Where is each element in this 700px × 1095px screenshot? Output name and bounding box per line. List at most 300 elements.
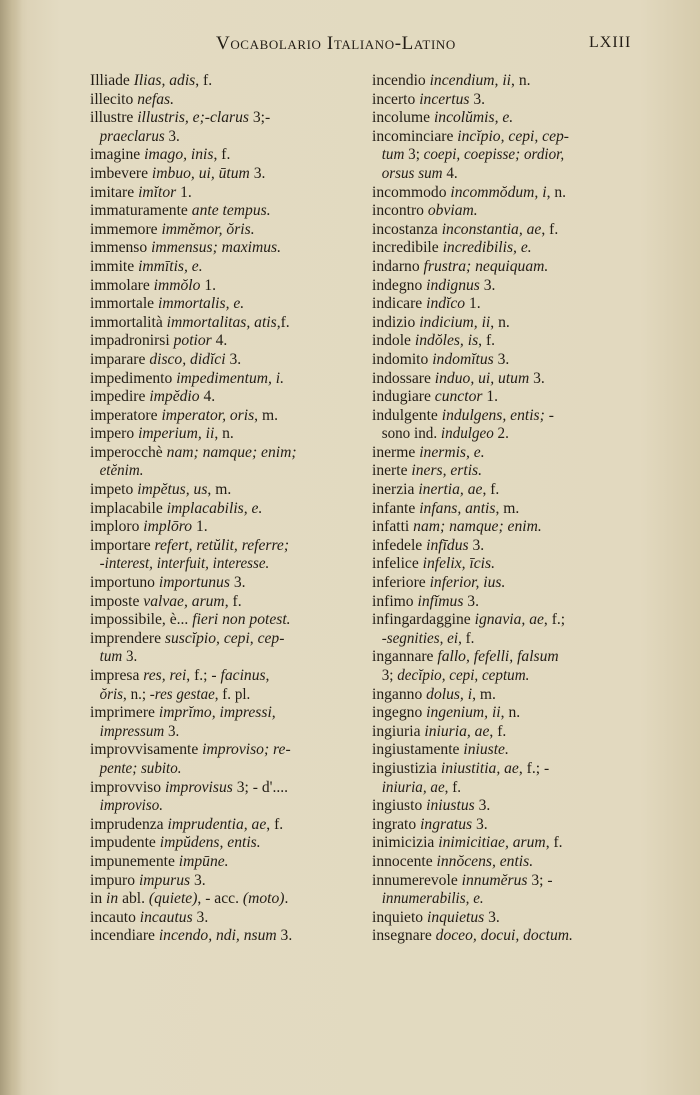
dictionary-line (90, 407, 368, 426)
italian-text: immaturamente (90, 202, 192, 220)
dictionary-line (372, 370, 692, 389)
latin-text: indulgens, entis; (441, 406, 545, 424)
latin-text: fieri non potest. (192, 611, 291, 629)
italian-text: 3. (276, 927, 293, 945)
italian-text: indugiare (372, 388, 435, 406)
italian-text: , f. (545, 834, 563, 852)
italian-text: indizio (372, 313, 420, 331)
dictionary-line (372, 853, 692, 872)
latin-text: improviso. (99, 797, 163, 815)
dictionary-line (372, 890, 682, 909)
latin-text: -segnities, ei (381, 629, 459, 647)
latin-text: improviso; re- (202, 741, 291, 759)
dictionary-line (90, 611, 368, 630)
latin-text: nam; namque; enim; (166, 443, 297, 461)
dictionary-line (90, 518, 368, 537)
latin-text: iners, ertis. (411, 462, 483, 480)
latin-text: incendo, ndi, nsum (158, 927, 277, 945)
italian-text: incendio (372, 72, 430, 89)
italian-text: 3;- (248, 109, 271, 127)
italian-text: immemore (90, 220, 162, 238)
italian-text: 3. (469, 90, 486, 108)
italian-text: imperocchè (90, 443, 167, 461)
italian-text: , m. (207, 481, 232, 499)
italian-text: infimo (372, 592, 418, 610)
latin-text: cunctor (434, 388, 483, 406)
dictionary-line (372, 537, 692, 556)
latin-text: impurus (138, 871, 191, 889)
latin-text: inferior, ius. (429, 574, 506, 592)
latin-text: (quiete) (148, 890, 198, 908)
italian-text: imploro (90, 518, 144, 536)
italian-text: impadronirsi (90, 332, 174, 350)
italian-text: incredibile (372, 239, 443, 257)
dictionary-line (90, 797, 358, 816)
dictionary-line (90, 332, 368, 351)
italian-text: 3. (529, 369, 545, 387)
italian-text: incolume (372, 109, 434, 127)
latin-text: immĕmor, ŏris. (161, 220, 255, 238)
italian-text: 4. (211, 332, 228, 350)
latin-text: immŏlo (153, 276, 201, 294)
italian-text: 3. (249, 164, 266, 182)
dictionary-line (90, 909, 368, 928)
latin-text: orsus sum (381, 164, 443, 182)
dictionary-line (372, 146, 682, 165)
latin-text: impressum (99, 722, 165, 740)
italian-text: 3. (122, 648, 138, 666)
italian-text: improvviso (90, 778, 165, 796)
dictionary-line (372, 779, 682, 798)
latin-text: indicium, ii (419, 313, 491, 331)
italian-text: indegno (372, 276, 427, 294)
latin-text: -interest, interfuit, interesse. (99, 555, 270, 573)
latin-text: potior (173, 332, 212, 350)
italian-text: importuno (90, 574, 159, 592)
italian-text: imposte (90, 592, 144, 610)
italian-text: , n. (511, 72, 531, 89)
latin-text: importunus (158, 574, 230, 592)
dictionary-line (372, 611, 692, 630)
italian-text: 3. (479, 276, 496, 294)
italian-text: ingiusto (372, 797, 427, 815)
italian-text: 3. (484, 908, 500, 926)
dictionary-line (90, 91, 368, 110)
italian-text: incerto (372, 90, 420, 108)
italian-text: impresa (90, 667, 144, 684)
page-number: LXIII (589, 34, 632, 51)
dictionary-line (372, 648, 692, 667)
dictionary-line (90, 500, 368, 519)
latin-text: incolŭmis, e. (433, 109, 514, 127)
latin-text: infĭmus (417, 592, 464, 610)
latin-text: nefas. (137, 90, 175, 108)
dictionary-line (90, 704, 368, 723)
dictionary-line (372, 481, 692, 500)
italian-text: improvvisamente (90, 741, 203, 759)
italian-text: incostanza (372, 220, 442, 238)
left-column (90, 72, 368, 946)
italian-text: innumerevole (372, 871, 462, 889)
dictionary-line (90, 927, 368, 946)
dictionary-line (372, 797, 692, 816)
italian-text: imparare (90, 350, 150, 368)
italian-text: inganno (372, 685, 427, 703)
italian-text: indole (372, 332, 415, 350)
latin-text: decĭpio, cepi, ceptum. (397, 667, 530, 684)
italian-text: 1. (482, 388, 499, 406)
dictionary-line (90, 760, 358, 779)
italian-text: , f.; - (518, 759, 550, 777)
italian-text: 3. (463, 592, 479, 610)
latin-text: improvisus (164, 778, 233, 796)
italian-text: imbevere (90, 164, 152, 182)
italian-text: 3; (381, 667, 398, 684)
italian-text: 3. (229, 574, 246, 592)
latin-text: (moto) (242, 890, 285, 908)
italian-text: incominciare (372, 127, 458, 145)
latin-text: pente; subito. (99, 759, 182, 777)
dictionary-line (372, 741, 692, 760)
latin-text: innumĕrus (461, 871, 528, 889)
italian-text: incauto (90, 908, 140, 926)
italian-text: infante (372, 499, 420, 517)
italian-text: 3. (493, 350, 510, 368)
italian-text: incontro (372, 202, 428, 220)
italian-text: , m. (472, 685, 496, 703)
dictionary-line (372, 239, 692, 258)
latin-text: Ilias, adis (133, 72, 196, 89)
italian-text: immortalità (90, 313, 167, 331)
italian-text: 1. (192, 518, 208, 536)
italian-text: , f. (195, 72, 213, 89)
latin-text: inertia, ae (418, 481, 483, 499)
italian-text: impuro (90, 871, 139, 889)
italian-text: ingiustamente (372, 741, 464, 759)
dictionary-line (90, 890, 368, 909)
latin-text: incertus (419, 90, 470, 108)
dictionary-line (372, 630, 682, 649)
dictionary-line (372, 872, 692, 891)
latin-text: infelix, īcis. (422, 555, 495, 573)
italian-text: infelice (372, 555, 423, 573)
dictionary-line (90, 444, 368, 463)
latin-text: ŏris (99, 685, 124, 703)
dictionary-line (372, 704, 692, 723)
latin-text: immortalis, e. (158, 295, 245, 313)
dictionary-line (90, 202, 368, 221)
italian-text: , f. (478, 332, 496, 350)
italian-text: insegnare (372, 927, 436, 945)
latin-text: incredibilis, e. (442, 239, 532, 257)
italian-text: immite (90, 257, 139, 275)
dictionary-line (372, 165, 682, 184)
dictionary-line (90, 370, 368, 389)
italian-text: indossare (372, 369, 435, 387)
dictionary-line (90, 221, 368, 240)
italian-text: ingannare (372, 648, 438, 666)
italian-text: impossibile, è... (90, 611, 193, 629)
italian-text: , m. (254, 406, 278, 424)
latin-text: indĭco (426, 295, 466, 313)
dictionary-line (372, 277, 692, 296)
latin-text: iniustus (426, 797, 475, 815)
italian-text: , f. (489, 722, 507, 740)
dictionary-line (372, 462, 692, 481)
dictionary-line (372, 388, 692, 407)
latin-text: infans, antis (419, 499, 496, 517)
latin-text: implacabilis, e. (166, 499, 263, 517)
latin-text: valvae, arum (143, 592, 225, 610)
latin-text: ingenium, ii (426, 704, 501, 722)
latin-text: tum (381, 146, 405, 164)
latin-text: immensus; maximus. (151, 239, 282, 257)
latin-text: impūne. (178, 852, 229, 870)
dictionary-line (90, 723, 358, 742)
latin-text: incommŏdum, i (450, 183, 547, 201)
italian-text: 3. (472, 815, 488, 833)
dictionary-line (372, 314, 692, 333)
italian-text: , f. (224, 592, 242, 610)
dictionary-line (372, 909, 692, 928)
latin-text: iniuria, ae (381, 778, 445, 796)
italian-text: , m. (495, 499, 520, 517)
dictionary-line (372, 407, 692, 426)
latin-text: praeclarus (99, 127, 165, 145)
latin-text: disco, didĭci (149, 350, 226, 368)
latin-text: fallo, fefelli, falsum (437, 648, 559, 666)
dictionary-line (372, 686, 692, 705)
dictionary-line (372, 555, 692, 574)
italian-text: impedire (90, 388, 150, 406)
dictionary-line (372, 202, 692, 221)
dictionary-line (90, 630, 368, 649)
italian-text: 2. (493, 425, 509, 443)
dictionary-line (90, 258, 368, 277)
italian-text: infatti (372, 518, 414, 536)
italian-text: imagine (90, 146, 145, 164)
latin-text: facinus, (220, 667, 270, 684)
latin-text: imperator, oris (161, 406, 255, 424)
italian-text: incendiare (90, 927, 159, 945)
dictionary-line (90, 388, 368, 407)
dictionary-line (372, 128, 692, 147)
dictionary-line (372, 91, 692, 110)
latin-text: induo, ui, utum (434, 369, 530, 387)
dictionary-line (372, 351, 692, 370)
latin-text: ante tempus. (191, 202, 271, 220)
latin-text: etĕnim. (99, 462, 144, 480)
dictionary-line (372, 184, 692, 203)
latin-text: imprĭmo, impressi, (158, 704, 276, 722)
italian-text: impero (90, 425, 139, 443)
dictionary-line (90, 648, 358, 667)
latin-text: -res gestae (149, 685, 215, 703)
latin-text: indignus (426, 276, 480, 294)
italian-text: infedele (372, 536, 427, 554)
dictionary-line (90, 741, 368, 760)
dictionary-line (372, 927, 692, 946)
dictionary-line (372, 109, 692, 128)
latin-text: doceo, docui, doctum. (435, 927, 573, 945)
italian-text: , f. (266, 815, 284, 833)
italian-text: , n.; (123, 685, 150, 703)
italian-text: infingardaggine (372, 611, 475, 629)
italian-text: implacabile (90, 499, 167, 517)
latin-text: dolus, i (426, 685, 473, 703)
italian-text: - (544, 406, 554, 424)
running-title: Vocabolario Italiano-Latino (216, 33, 456, 54)
italian-text: ingiustizia (372, 759, 441, 777)
italian-text: 3. (164, 722, 180, 740)
dictionary-line (372, 518, 692, 537)
dictionary-line (372, 444, 692, 463)
italian-text: , f. (482, 481, 500, 499)
italian-text: inferiore (372, 574, 430, 592)
italian-text: inerzia (372, 481, 419, 499)
latin-text: incendium, ii (429, 72, 512, 89)
italian-text: , f. pl. (214, 685, 251, 703)
italian-text: ingiuria (372, 722, 425, 740)
italian-text: , f.; (543, 611, 566, 629)
dictionary-line (90, 146, 368, 165)
dictionary-line (372, 332, 692, 351)
latin-text: iniuria, ae (424, 722, 490, 740)
italian-text: impudente (90, 834, 160, 852)
italian-text: impunemente (90, 852, 179, 870)
dictionary-line (372, 221, 692, 240)
italian-text: 1. (200, 276, 217, 294)
italian-text: . (284, 890, 289, 908)
latin-text: implōro (143, 518, 193, 536)
italian-text: inerte (372, 462, 412, 480)
latin-text: iniustitia, ae (440, 759, 519, 777)
latin-text: ignavia, ae (474, 611, 544, 629)
italian-text: in (90, 890, 107, 908)
italian-text: illustre (90, 109, 138, 127)
latin-text: immītis, e. (138, 257, 203, 275)
latin-text: frustra; nequiquam. (423, 257, 549, 275)
italian-text: 3. (192, 908, 209, 926)
latin-text: indomĭtus (432, 350, 494, 368)
dictionary-line (90, 686, 358, 705)
italian-text: 3. (474, 797, 491, 815)
latin-text: coepi, coepisse; ordior, (423, 146, 565, 164)
italian-text: 3; - (527, 871, 553, 889)
italian-text: immolare (90, 276, 154, 294)
italian-text: imprimere (90, 704, 159, 722)
dictionary-line (372, 295, 692, 314)
italian-text: 1. (465, 295, 481, 313)
italian-text: 4. (199, 388, 216, 406)
dictionary-line (90, 277, 368, 296)
italian-text: , - acc. (197, 890, 243, 908)
latin-text: indŏles, is (414, 332, 479, 350)
latin-text: innŏcens, entis. (436, 852, 534, 870)
right-column (372, 72, 692, 946)
italian-text: immenso (90, 239, 152, 257)
dictionary-line (90, 853, 368, 872)
dictionary-line (372, 816, 692, 835)
italian-text: , f.; - (186, 667, 221, 684)
latin-text: imago, inis (144, 146, 214, 164)
italian-text: innocente (372, 852, 437, 870)
italian-text: impedimento (90, 369, 177, 387)
latin-text: incĭpio, cepi, cep- (457, 127, 570, 145)
latin-text: refert, retŭlit, referre; (154, 536, 290, 554)
dictionary-line (372, 834, 692, 853)
dictionary-line (90, 779, 368, 798)
italian-text: immortale (90, 295, 158, 313)
latin-text: suscĭpio, cepi, cep- (164, 629, 285, 647)
latin-text: iniuste. (463, 741, 509, 759)
italian-text: indicare (372, 295, 427, 313)
latin-text: ingratus (420, 815, 473, 833)
italian-text: imprudenza (90, 815, 168, 833)
dictionary-line (90, 351, 368, 370)
dictionary-line (90, 109, 368, 128)
italian-text: 4. (442, 164, 458, 182)
latin-text: obviam. (427, 202, 478, 220)
dictionary-line (372, 667, 682, 686)
dictionary-line (90, 481, 368, 500)
italian-text: indomito (372, 350, 433, 368)
italian-text: imperatore (90, 406, 162, 424)
dictionary-line (90, 239, 368, 258)
dictionary-line (90, 425, 368, 444)
dictionary-line (90, 555, 358, 574)
italian-text: inimicizia (372, 834, 439, 852)
dictionary-line (372, 723, 692, 742)
latin-text: immortalitas, atis (166, 313, 277, 331)
dictionary-line (90, 462, 358, 481)
italian-text: illecito (90, 90, 138, 108)
dictionary-line (90, 816, 368, 835)
latin-text: infīdus (426, 536, 469, 554)
italian-text: ingegno (372, 704, 427, 722)
italian-text: importare (90, 536, 155, 554)
italian-text: , f. (444, 778, 462, 796)
italian-text: imitare (90, 183, 139, 201)
page-header (0, 33, 700, 57)
dictionary-line (372, 593, 692, 612)
italian-text: 1. (176, 183, 192, 201)
latin-text: imbuo, ui, ūtum (151, 164, 250, 182)
italian-text: , n. (500, 704, 521, 722)
latin-text: innumerabilis, e. (381, 890, 484, 908)
italian-text: 3; - d'.... (232, 778, 289, 796)
latin-text: impĕdio (149, 388, 200, 406)
latin-text: imprudentia, ae (167, 815, 267, 833)
italian-text: , n. (490, 313, 510, 331)
dictionary-line (372, 425, 682, 444)
dictionary-line (90, 72, 368, 91)
book-gutter-shadow (0, 0, 22, 1095)
italian-text: 3. (190, 871, 206, 889)
latin-text: nam; namque; enim. (413, 518, 542, 536)
italian-text: abl. (118, 890, 149, 908)
dictionary-line (90, 667, 368, 686)
italian-text: 3. (468, 536, 485, 554)
italian-text: sono ind. (381, 425, 441, 443)
dictionary-line (90, 314, 368, 333)
italian-text: imprendere (90, 629, 165, 647)
latin-text: impŭdens, entis. (159, 834, 261, 852)
dictionary-line (90, 593, 368, 612)
italian-text: , f. (541, 220, 559, 238)
latin-text: indulgeo (440, 425, 494, 443)
latin-text: impĕtus, us (137, 481, 208, 499)
